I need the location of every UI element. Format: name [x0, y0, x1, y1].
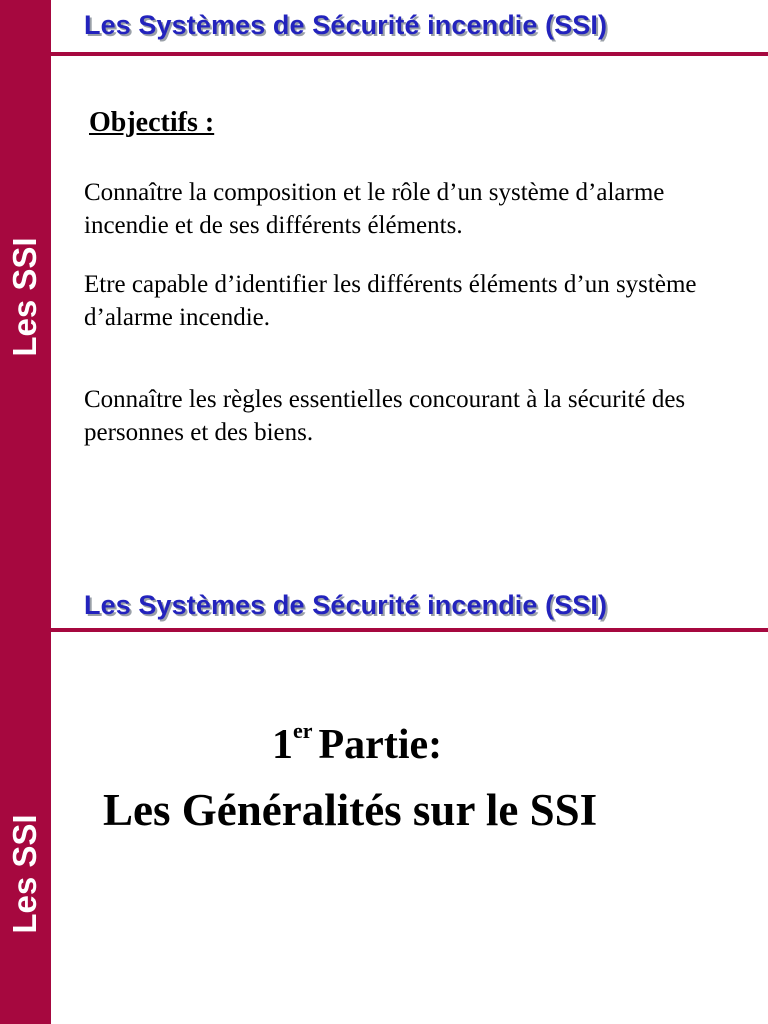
- title-divider: [51, 628, 768, 632]
- part-subtitle: Les Généralités sur le SSI: [103, 785, 598, 835]
- part-suffix: er: [293, 718, 313, 743]
- sidebar-label: Les SSI: [6, 237, 43, 357]
- part-number: 1: [272, 722, 293, 768]
- objectives-heading: Objectifs :: [89, 107, 215, 138]
- part-label: Partie:: [318, 722, 443, 768]
- part-title: [272, 718, 442, 769]
- slide-title: Les Systèmes de Sécurité incendie (SSI): [84, 590, 608, 620]
- slide-part-one: [0, 512, 768, 1024]
- sidebar: [0, 0, 51, 512]
- sidebar: [0, 512, 51, 1024]
- objective-item: Etre capable d’identifier les différents éléments d’un système d’alarme incendie.: [84, 271, 697, 331]
- sidebar-label: Les SSI: [6, 814, 43, 934]
- objective-item: Connaître les règles essentielles concourant à la sécurité des personnes et des biens.: [84, 386, 686, 446]
- title-divider: [51, 52, 768, 56]
- slide-title: Les Systèmes de Sécurité incendie (SSI): [84, 10, 608, 40]
- objective-item: Connaître la composition et le rôle d’un système d’alarme incendie et de ses différents éléments.: [84, 179, 665, 239]
